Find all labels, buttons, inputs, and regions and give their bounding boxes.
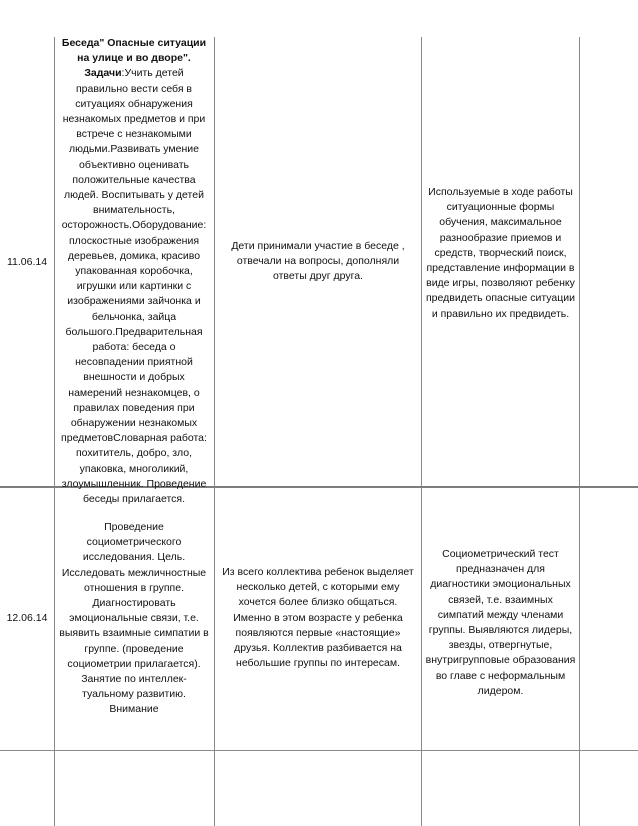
- comment-cell: Социометрический тест предназначен для диагностики эмоциональных связей, т.е. взаимных симпатий между членами группы. Выявляются лидеры, звезды, отвергнутые, внутригрупповые образования во главе с неформальным лидером.: [425, 548, 576, 697]
- result-cell: Из всего коллектива ребенок выделяет несколько детей, с которыми ему хочется более близко общаться. Именно в этом возрасте у ребенка появляются первые «настоящие» друзья. Коллектив разбивается на небольшие группы по интересам.: [222, 566, 414, 670]
- column-divider: [214, 37, 215, 826]
- column-divider: [579, 37, 580, 826]
- comment-cell: Используемые в ходе работы ситуационные формы обучения, максимальное разнообразие приемов и средств, творческий поиск, представление информации в виде игры, позволяют ребенку предвидеть опасные ситуации и правильно их предвидеть.: [426, 186, 575, 320]
- row-date: 11.06.14: [6, 256, 48, 268]
- row-date: 12.06.14: [6, 612, 48, 624]
- activity-body: :Учить детей правильно вести себя в ситуациях обнаружения незнакомых предметов и при встрече с незнакомыми людьми.Развивать умение объективно оценивать положительные качества людей. Воспитывать у детей внимательность, осторожность.Оборудование: плоскостные изображения деревьев, домика, красиво упакованная коробочка, игрушки или картинки с изображениями зайчонка и бельчонка, зайца большого.Предварительная работа: беседа о несовпадении приятной внешности и добрых намерений незнакомцев, о правилах поведения при обнаружении незнакомых предметовСловарная работа: похититель, добро, зло, упаковка, многоликий, злоумышленник. Проведение беседы прилагается.: [61, 67, 207, 506]
- column-divider: [421, 37, 422, 826]
- activity-cell: Проведение социометрического исследования. Цель. Исследовать межличностные отношения в группе. Диагностировать эмоциональные связи, т.е. выявить взаимные симпатии в группе. (проведение социометрии прилагается). Занятие по интеллек-туальному развитию. Внимание: [59, 521, 209, 716]
- row-divider: [0, 750, 638, 751]
- result-cell: Дети принимали участие в беседе , отвечали на вопросы, дополняли ответы друг друга.: [231, 240, 405, 283]
- tasks-label: Задачи: [84, 67, 122, 80]
- column-divider: [54, 37, 55, 826]
- activity-title: Беседа" Опасные ситуации на улице и во дворе".: [61, 37, 207, 65]
- activity-cell: [58, 36, 210, 507]
- activity-description: [58, 66, 210, 507]
